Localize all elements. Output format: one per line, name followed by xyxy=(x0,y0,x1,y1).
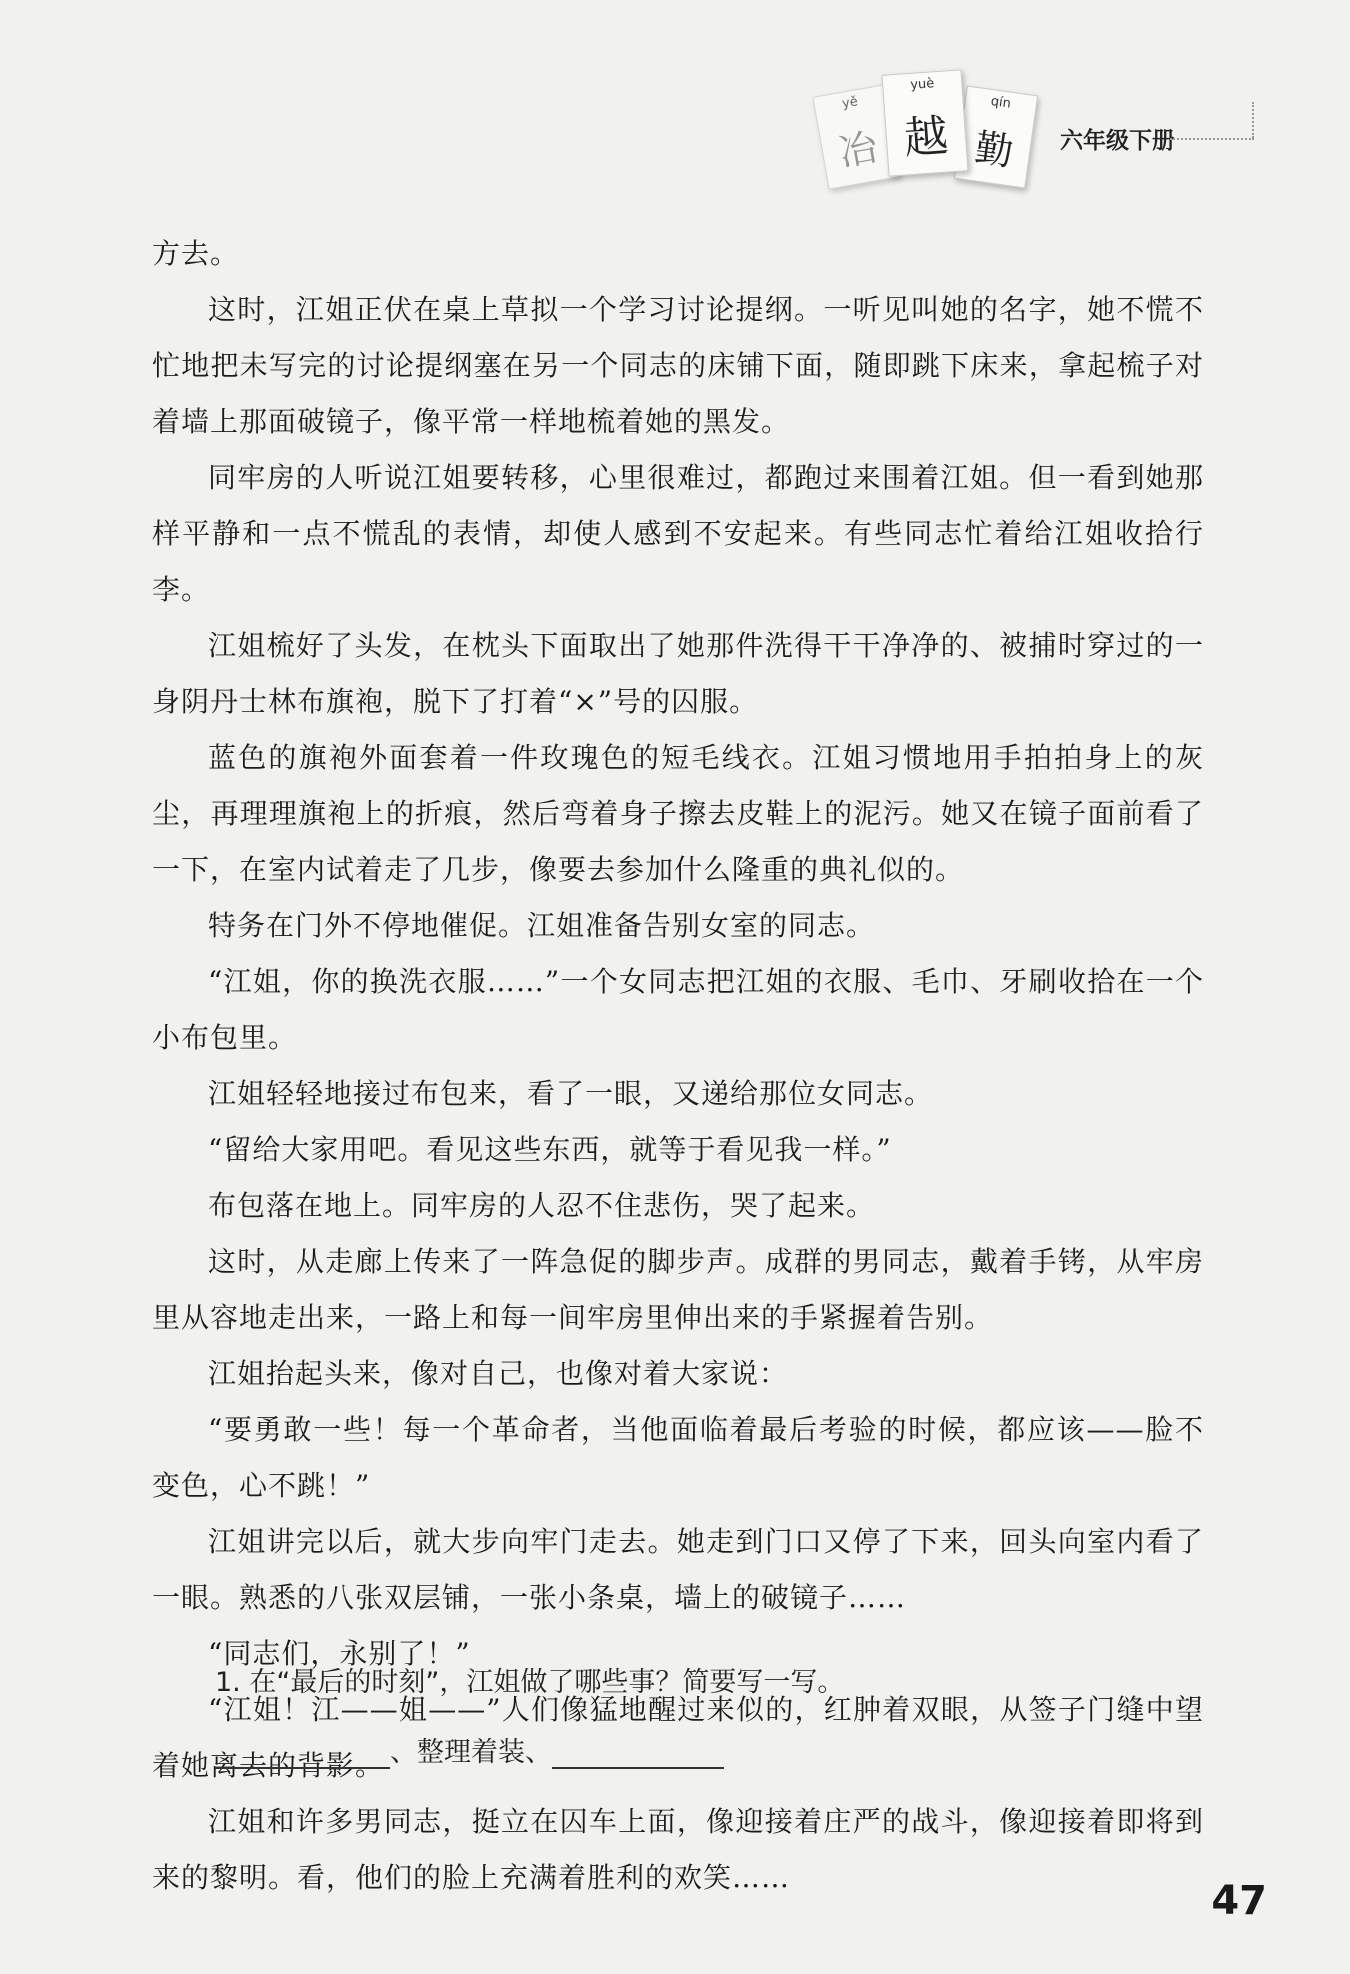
paragraph: 这时，从走廊上传来了一阵急促的脚步声。成群的男同志，戴着手铐，从牢房里从容地走出来，一路上和每一间牢房里伸出来的手紧握着告别。 xyxy=(152,1245,1204,1334)
reading-passage xyxy=(152,226,1204,1906)
paragraph: 这时，江姐正伏在桌上草拟一个学习讨论提纲。一听见叫她的名字，她不慌不忙地把未写完的讨论提纲塞在另一个同志的床铺下面，随即跳下床来，拿起梳子对着墙上那面破镜子，像平常一样地梳着她的黑发。 xyxy=(152,293,1204,438)
answer-blank-1[interactable] xyxy=(215,1733,390,1769)
page-header xyxy=(820,60,1260,200)
logo-pinyin: yuè xyxy=(909,76,935,93)
paragraph: “江姐！江——姐——”人们像猛地醒过来似的，红肿着双眼，从签子门缝中望着她离去的背影。 xyxy=(152,1693,1204,1782)
paragraph: 布包落在地上。同牢房的人忍不住悲伤，哭了起来。 xyxy=(208,1189,876,1222)
logo-pinyin: qín xyxy=(989,94,1012,112)
paragraph: 江姐和许多男同志，挺立在囚车上面，像迎接着庄严的战斗，像迎接着即将到来的黎明。看，他们的脸上充满着胜利的欢笑…… xyxy=(152,1805,1204,1894)
paragraph: 江姐讲完以后，就大步向牢门走去。她走到门口又停了下来，回头向室内看了一眼。熟悉的八张双层铺，一张小条桌，墙上的破镜子…… xyxy=(152,1525,1204,1614)
paragraph: 特务在门外不停地催促。江姐准备告别女室的同志。 xyxy=(208,909,876,942)
paragraph: 江姐抬起头来，像对自己，也像对着大家说： xyxy=(208,1357,789,1390)
paragraph: “江姐，你的换洗衣服……”一个女同志把江姐的衣服、毛巾、牙刷收拾在一个小布包里。 xyxy=(152,965,1204,1054)
grade-label: 六年级下册 xyxy=(1060,128,1175,154)
answer-line xyxy=(215,1730,724,1769)
answer-given-text: 、整理着装、 xyxy=(390,1737,552,1768)
header-dotted-rule xyxy=(1170,138,1254,140)
logo-character: 冶 xyxy=(835,124,881,175)
logo-character: 越 xyxy=(902,110,950,165)
logo-pinyin: yě xyxy=(840,94,860,112)
paragraph: 江姐轻轻地接过布包来，看了一眼，又递给那位女同志。 xyxy=(208,1077,934,1110)
logo-card-qin xyxy=(954,85,1038,188)
paragraph: “留给大家用吧。看见这些东西，就等于看见我一样。” xyxy=(208,1133,892,1166)
paragraph: 江姐梳好了头发，在枕头下面取出了她那件洗得干干净净的、被捕时穿过的一身阴丹士林布旗袍，脱下了打着“×”号的囚服。 xyxy=(152,629,1204,718)
logo-card-yue xyxy=(882,69,969,176)
paragraph: “要勇敢一些！每一个革命者，当他面临着最后考验的时候，都应该——脸不变色，心不跳！” xyxy=(152,1413,1204,1502)
header-dotted-rule-vertical xyxy=(1252,102,1254,138)
logo-character: 勤 xyxy=(972,125,1017,175)
answer-blank-2[interactable] xyxy=(552,1733,724,1769)
paragraph: “同志们，永别了！” xyxy=(208,1637,471,1670)
paragraph: 方去。 xyxy=(152,237,240,270)
page-number: 47 xyxy=(1211,1878,1267,1924)
paragraph: 同牢房的人听说江姐要转移，心里很难过，都跑过来围着江姐。但一看到她那样平静和一点不慌乱的表情，却使人感到不安起来。有些同志忙着给江姐收拾行李。 xyxy=(152,461,1204,606)
question-1: 1. 在“最后的时刻”，江姐做了哪些事？简要写一写。 xyxy=(215,1667,845,1698)
paragraph: 蓝色的旗袍外面套着一件玫瑰色的短毛线衣。江姐习惯地用手拍拍身上的灰尘，再理理旗袍上的折痕，然后弯着身子擦去皮鞋上的泥污。她又在镜子面前看了一下，在室内试着走了几步，像要去参加什么隆重的典礼似的。 xyxy=(152,741,1204,886)
